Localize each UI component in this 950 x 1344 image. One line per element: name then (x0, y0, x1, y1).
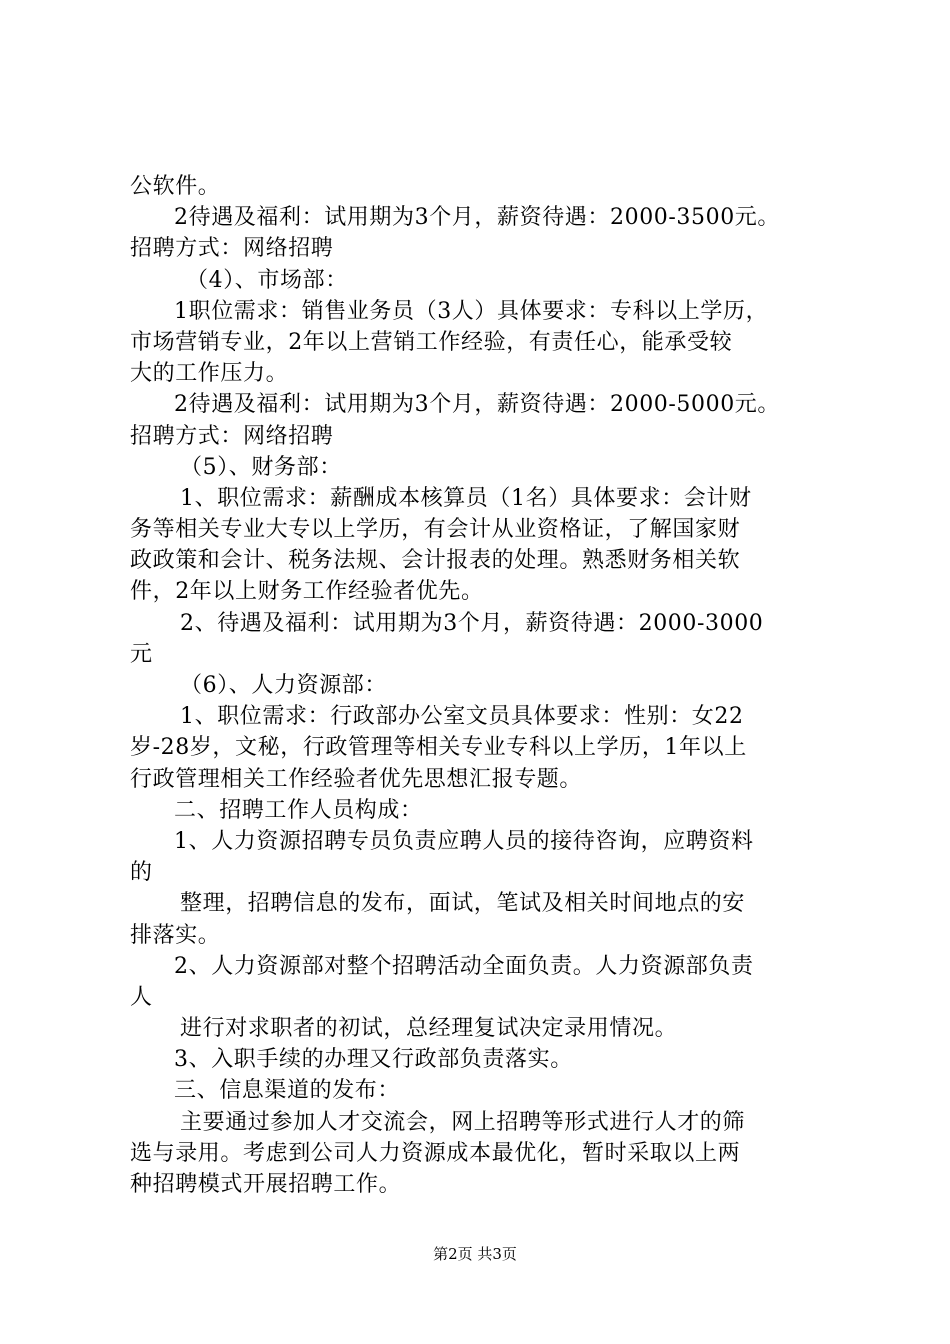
text-line: 政政策和会计、税务法规、会计报表的处理。熟悉财务相关软 (130, 548, 741, 574)
text-line: 2待遇及福利：试用期为3个月，薪资待遇：2000-5000元。 (174, 392, 781, 418)
text-line: 人 (130, 984, 153, 1010)
document-body (130, 171, 840, 1200)
text-line: 2、人力资源部对整个招聘活动全面负责。人力资源部负责 (174, 953, 754, 979)
text-line: 岁-28岁，文秘，行政管理等相关专业专科以上学历，1年以上 (130, 735, 747, 761)
text-line: 主要通过参加人才交流会，网上招聘等形式进行人才的筛 (180, 1109, 746, 1135)
text-line: 行政管理相关工作经验者优先思想汇报专题。 (130, 766, 583, 792)
text-line: 公软件。 (130, 174, 221, 199)
text-line: 3、入职手续的办理又行政部负责落实。 (174, 1047, 573, 1073)
text-line: 务等相关专业大专以上学历，有会计从业资格证，了解国家财 (130, 517, 741, 543)
text-line: 1、职位需求：行政部办公室文员具体要求：性别：女22 (180, 704, 744, 730)
text-line: 元 (130, 641, 153, 667)
section-heading: （5）、财务部： (180, 454, 342, 480)
text-line: 选与录用。考虑到公司人力资源成本最优化，暂时采取以上两 (130, 1140, 741, 1166)
text-line: 市场营销专业，2年以上营销工作经验，有责任心，能承受较 (130, 329, 733, 355)
section-heading: 二、招聘工作人员构成： (174, 797, 423, 823)
text-line: 件，2年以上财务工作经验者优先。 (130, 579, 484, 605)
text-line: 招聘方式：网络招聘 (130, 236, 334, 262)
section-heading: （4）、市场部： (186, 267, 348, 293)
text-line: 2、待遇及福利：试用期为3个月，薪资待遇：2000-3000 (180, 610, 764, 636)
text-line: 排落实。 (130, 922, 221, 948)
text-line: 1、人力资源招聘专员负责应聘人员的接待咨询，应聘资料 (174, 828, 754, 854)
text-line: 2待遇及福利：试用期为3个月，薪资待遇：2000-3500元。 (174, 205, 781, 231)
text-line: 招聘方式：网络招聘 (130, 423, 334, 449)
text-line: 进行对求职者的初试，总经理复试决定录用情况。 (180, 1016, 678, 1042)
section-heading: （6）、人力资源部： (180, 673, 387, 698)
text-line: 整理，招聘信息的发布，面试，笔试及相关时间地点的安 (180, 891, 746, 917)
text-line: 种招聘模式开展招聘工作。 (130, 1172, 402, 1197)
page-number-footer: 第2页 共3页 (433, 1245, 517, 1263)
text-line: 1职位需求：销售业务员（3人）具体要求：专科以上学历， (174, 298, 769, 324)
text-line: 1、职位需求：薪酬成本核算员（1名）具体要求：会计财 (180, 485, 752, 511)
text-line: 的 (130, 860, 153, 886)
text-line: 大的工作压力。 (130, 361, 289, 387)
section-heading: 三、信息渠道的发布： (174, 1078, 401, 1104)
